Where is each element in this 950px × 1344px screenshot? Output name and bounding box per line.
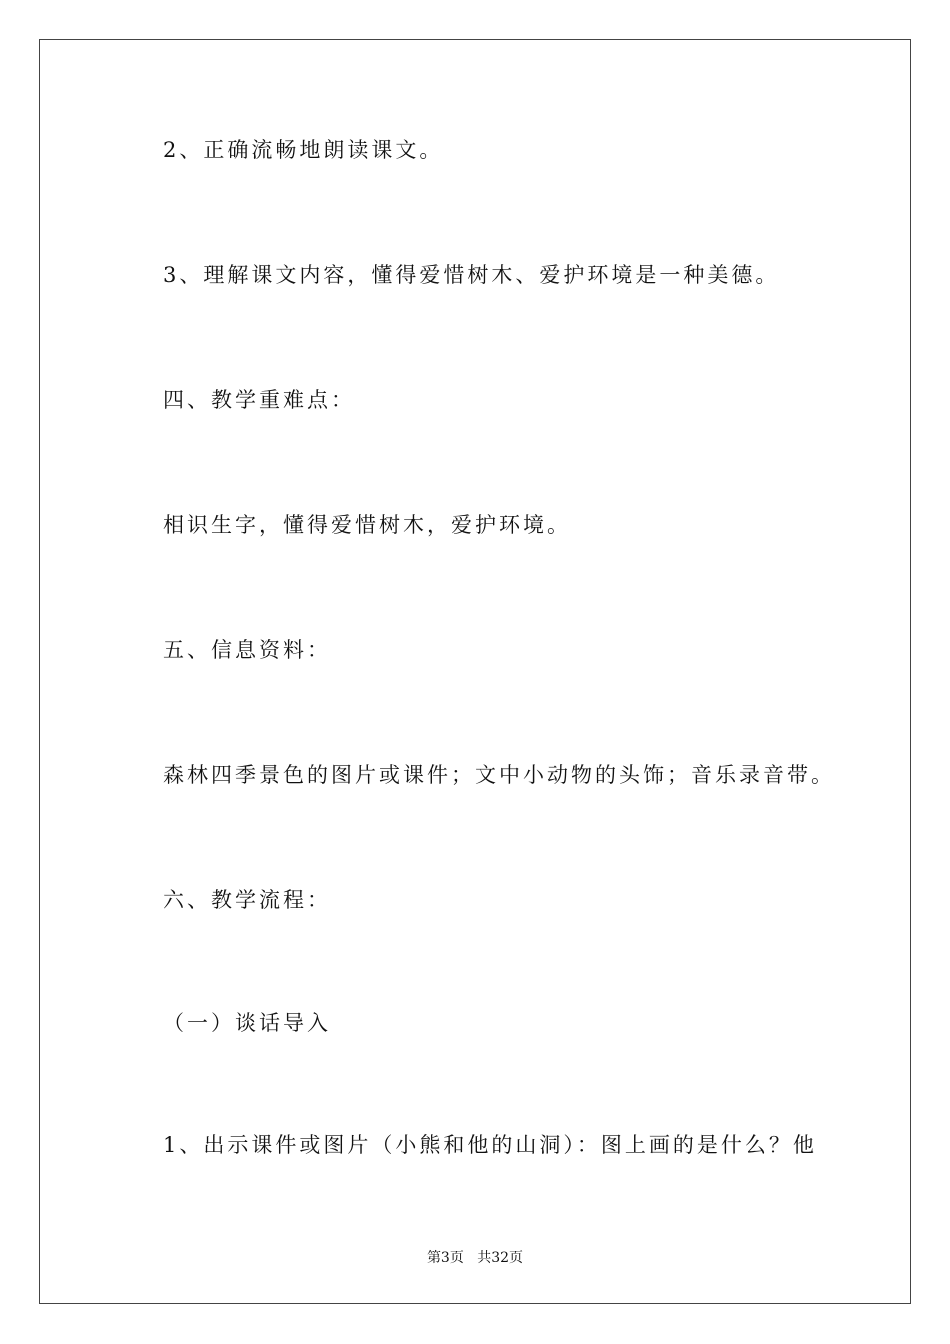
page-border — [39, 39, 911, 1304]
paragraph-objective-3: 3、理解课文内容，懂得爱惜树木、爱护环境是一种美德。 — [163, 263, 780, 287]
page-number: 第3页 — [426, 1250, 464, 1266]
paragraph-materials: 森林四季景色的图片或课件；文中小动物的头饰；音乐录音带。 — [163, 763, 835, 787]
paragraph-step-1: 1、出示课件或图片（小熊和他的山洞）：图上画的是什么？他 — [163, 1133, 817, 1157]
total-pages: 共32页 — [477, 1250, 524, 1266]
subheading-introduction: （一）谈话导入 — [163, 1011, 331, 1035]
heading-teaching-process: 六、教学流程： — [163, 888, 331, 912]
paragraph-key-points: 相识生字，懂得爱惜树木，爱护环境。 — [163, 513, 571, 537]
heading-materials: 五、信息资料： — [163, 638, 331, 662]
page-footer — [0, 1251, 950, 1265]
heading-key-points: 四、教学重难点： — [163, 388, 355, 412]
paragraph-objective-2: 2、正确流畅地朗读课文。 — [163, 138, 444, 162]
